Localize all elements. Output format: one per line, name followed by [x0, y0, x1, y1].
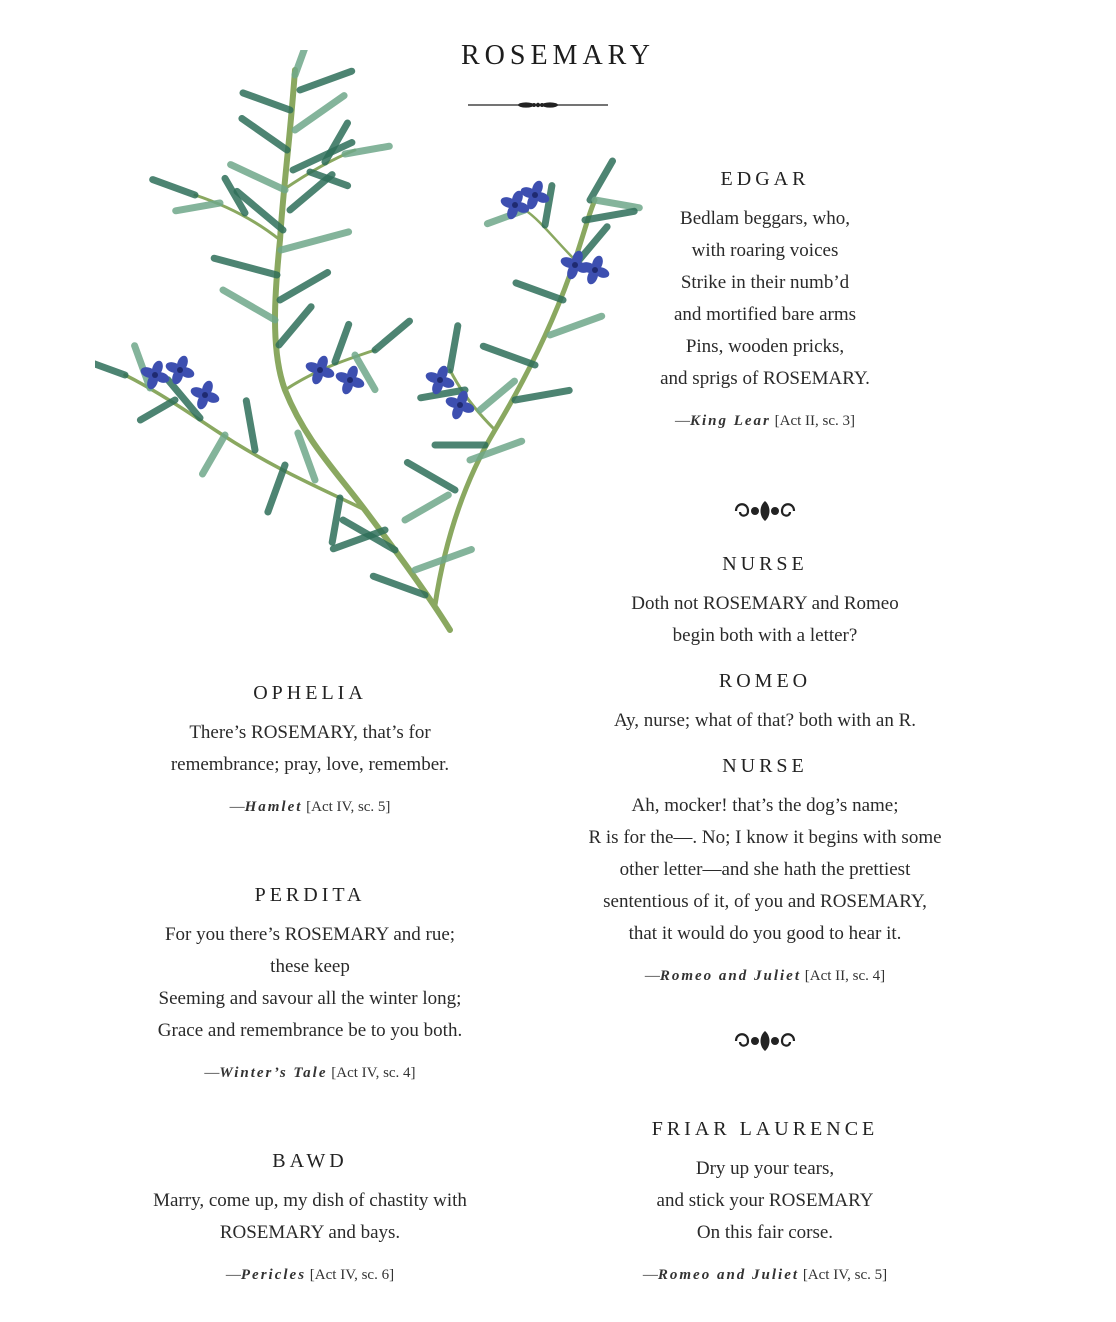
quote-edgar [600, 168, 930, 430]
citation-act: [Act IV, sc. 4] [327, 1065, 416, 1081]
rosemary-leaf [223, 290, 275, 320]
speaker-name: OPHELIA [253, 682, 367, 704]
rosemary-leaf [545, 186, 552, 225]
quote-citation [590, 1267, 940, 1284]
citation-dash: — [644, 968, 660, 984]
quote-line: There’s ROSEMARY, that’s for [189, 722, 431, 743]
citation-act: [Act II, sc. 3] [770, 413, 856, 429]
rosemary-leaf [407, 463, 455, 491]
rosemary-leaf [280, 273, 328, 301]
quote-line: and sprigs of ROSEMARY. [660, 368, 870, 389]
rosemary-leaf [295, 96, 344, 130]
rosemary-illustration [95, 50, 655, 640]
rosemary-leaf [345, 146, 389, 154]
quote-line: Ay, nurse; what of that? both with an R. [613, 710, 917, 731]
quote-line: Strike in their numb’d [680, 272, 850, 293]
rosemary-leaf [450, 326, 458, 370]
quote-line: and mortified bare arms [673, 304, 856, 325]
rosemary-leaf [203, 435, 226, 474]
rosemary-leaf [550, 316, 602, 335]
quote-line: these keep [270, 956, 350, 977]
quote-friar-laurence [590, 1118, 940, 1284]
quote-line: Pins, wooden pricks, [685, 336, 845, 357]
quote-line: Bedlam beggars, who, [680, 208, 850, 229]
quote-citation [95, 1267, 525, 1284]
quote-nurse-2 [550, 755, 980, 985]
rosemary-leaf [214, 258, 277, 275]
citation-dash: — [229, 799, 245, 815]
citation-dash: — [225, 1267, 241, 1283]
quote-citation [600, 413, 930, 430]
quote-line: remembrance; pray, love, remember. [170, 754, 450, 775]
rosemary-leaf [483, 346, 535, 365]
speaker-name: FRIAR LAURENCE [651, 1118, 879, 1140]
rosemary-leaf [281, 232, 349, 250]
quote-lines [600, 203, 930, 395]
quote-line: For you there’s ROSEMARY and rue; [164, 924, 456, 945]
quote-citation [110, 799, 510, 816]
citation-play: Romeo and Juliet [659, 968, 802, 984]
quote-lines [560, 588, 970, 652]
citation-play: Romeo and Juliet [657, 1267, 800, 1283]
quote-line: Seeming and savour all the winter long; [158, 988, 462, 1009]
quote-line: Ah, mocker! that’s the dog’s name; [631, 795, 899, 816]
fleuron-ornament [730, 1028, 800, 1054]
page-title: ROSEMARY [460, 40, 656, 71]
quote-line: Dry up your tears, [695, 1158, 835, 1179]
quote-lines [100, 919, 520, 1047]
citation-dash: — [674, 413, 690, 429]
speaker-name: EDGAR [720, 168, 810, 190]
speaker-name: BAWD [272, 1150, 348, 1172]
rosemary-leaf [231, 165, 285, 190]
rosemary-leaf [140, 400, 175, 420]
quote-line: begin both with a letter? [672, 625, 858, 646]
rosemary-flower [304, 354, 336, 386]
quote-line: with roaring voices [691, 240, 839, 261]
quote-line: and stick your ROSEMARY [656, 1190, 874, 1211]
citation-act: [Act IV, sc. 5] [302, 799, 391, 815]
quote-lines [95, 1185, 525, 1249]
citation-play: Hamlet [244, 799, 303, 815]
quote-citation [100, 1065, 520, 1082]
quote-line: Grace and remembrance be to you both. [157, 1020, 463, 1041]
quote-line: ROSEMARY and bays. [219, 1222, 401, 1243]
speaker-name: NURSE [722, 755, 808, 777]
quote-line: R is for the—. No; I know it begins with some [588, 827, 942, 848]
citation-dash: — [642, 1267, 658, 1283]
quote-lines [110, 717, 510, 781]
citation-play: King Lear [689, 413, 771, 429]
citation-play: Pericles [240, 1267, 307, 1283]
rosemary-leaf [487, 210, 525, 224]
quote-line: Marry, come up, my dish of chastity with [153, 1190, 467, 1211]
quote-lines [560, 705, 970, 737]
rosemary-leaf [279, 307, 311, 345]
quote-ophelia [110, 682, 510, 816]
quote-lines [550, 790, 980, 950]
rosemary-leaf [242, 119, 287, 151]
rosemary-leaf [243, 93, 290, 110]
quote-line: Doth not ROSEMARY and Romeo [631, 593, 899, 614]
rosemary-leaf [268, 465, 285, 512]
rosemary-leaf [335, 324, 349, 362]
quote-line: other letter—and she hath the prettiest [619, 859, 911, 880]
quote-line: On this fair corse. [696, 1222, 834, 1243]
rosemary-leaf [176, 203, 220, 211]
rosemary-leaf [515, 390, 569, 400]
rosemary-leaf [375, 321, 410, 350]
rosemary-leaf [300, 71, 352, 90]
quote-line: that it would do you good to hear it. [628, 923, 902, 944]
rosemary-leaf [295, 50, 312, 75]
speaker-name: PERDITA [254, 884, 366, 906]
citation-act: [Act II, sc. 4] [801, 968, 886, 984]
quote-bawd [95, 1150, 525, 1284]
speaker-name: NURSE [722, 553, 808, 575]
rosemary-leaf [95, 361, 125, 375]
citation-act: [Act IV, sc. 5] [799, 1267, 888, 1283]
rosemary-leaf [332, 498, 340, 542]
quote-nurse-1 [560, 553, 970, 652]
citation-dash: — [204, 1065, 220, 1081]
rosemary-leaf [153, 180, 195, 195]
citation-play: Winter’s Tale [219, 1065, 328, 1081]
quote-lines [590, 1153, 940, 1249]
quote-line: sententious of it, of you and ROSEMARY, [603, 891, 927, 912]
rosemary-leaf [246, 401, 255, 450]
speaker-name: ROMEO [718, 670, 812, 692]
fleuron-ornament [730, 498, 800, 524]
quote-perdita [100, 884, 520, 1082]
rosemary-leaf [405, 495, 448, 520]
quote-citation [550, 968, 980, 985]
quote-romeo [560, 670, 970, 737]
citation-act: [Act IV, sc. 6] [306, 1267, 395, 1283]
rosemary-leaf [516, 283, 563, 300]
